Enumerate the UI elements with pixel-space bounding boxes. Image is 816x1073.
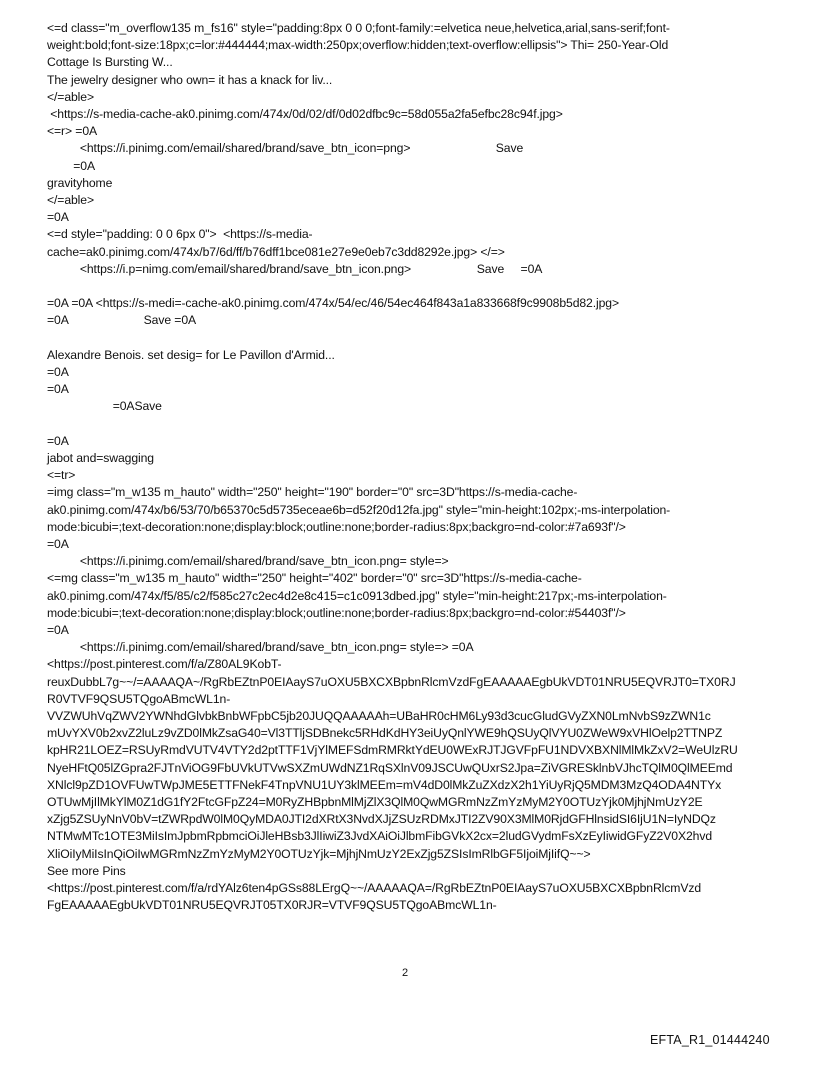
text-line: <=r> =0A [47, 124, 98, 139]
text-line: NyeHFtQ05lZGpra2FJTnViOG9FbUVkUTVwSXZmUWdNZ1RqSXlnV09JSCUwQUxrS2Jpa=ZiVGRESklnbVJhcTQlM0QlMEEmd [47, 760, 733, 775]
text-line: <=d class="m_overflow135 m_fs16" style="padding:8px 0 0 0;font-family:=elvetica neue,helvetica,arial,sans-serif;font- [47, 21, 670, 35]
text-line: xZjg5ZSUyNnV0bV=tZWRpdW0lM0QyMDA0JTI2dXRtX3NvdXJjZSUzRDMxJTI2ZV90X3MlM0RjdGFHlnsidSI6IjU1N=IyNDQz [47, 812, 716, 827]
text-line: <https://post.pinterest.com/f/a/rdYAlz6ten4pGSs88LErgQ~~/AAAAAQA=/RgRbEZtnP0EIAayS7uOXU5BXCXBpbnRlcmVzd [47, 881, 702, 895]
text-line: gravityhome [47, 175, 113, 190]
text-line: cache=ak0.pinimg.com/474x/b7/6d/ff/b76dff1bce081e27e9e0eb7c3dd8292e.jpg> </=> [47, 244, 505, 259]
text-line: FgEAAAAAEgbUkVDT01NRU5EQVRJT05TX0RJR=VTVF9QSU5TQgoABmcWL1n- [47, 898, 497, 913]
text-line: ak0.pinimg.com/474x/b6/53/70/b65370c5d5735eceae6b=d52f20d12fa.jpg" style="min-height:102px;-ms-interpolation- [47, 502, 671, 517]
text-line: reuxDubbL7g~~/=AAAAQA~/RgRbEZtnP0EIAayS7uOXU5BXCXBpbnRlcmVzdFgEAAAAAEgbUkVDT01NRU5EQVRJT0=TX0RJ [47, 674, 736, 689]
text-line: VVZWUhVqZWV2YWNhdGlvbkBnbWFpbC5jb20JUQQAAAAAh=UBaHR0cHM6Ly93d3cucGludGVyZXN0LmNvbS9zZWN1c [47, 709, 711, 723]
text-line: mode:bicubi=;text-decoration:none;display:block;outline:none;border-radius:8px;backgro=nd-color:#7a693f"/> [47, 519, 626, 534]
text-line: </=able> [47, 89, 94, 104]
text-line: kpHR21LOEZ=RSUyRmdVUTV4VTY2d2ptTTF1VjYlMEFSdmRMRktYdEU0WExRJTJGVFpFU1NDVXBXNlMlMkZxV2=WeUlzRU [47, 743, 738, 758]
text-line: <https://i.pinimg.com/email/shared/brand/save_btn_icon=png> Save [47, 141, 524, 156]
text-line: XliOiIyMiIsInQiOiIwMGRmNzZmYzMyM2Y0OTUzYjk=MjhjNmUzY2ExZjg5ZSIsImRlbGF5IjoiMjIifQ~~> [47, 846, 591, 861]
text-line: ak0.pinimg.com/474x/f5/85/c2/f585c27c2ec4d2e8c415=c1c0913dbed.jpg" style="min-height:217px;-ms-interpolation- [47, 588, 667, 603]
text-line: mUvYXV0b2xvZ2luLz9vZD0lMkZsaG40=Vl3TTljSDBnekc5RHdKdHY3eiUyQnlYWE9hQSUyQlVYU0ZWeW9xVHlOelp2TTNPZ [47, 726, 723, 741]
text-line: <https://i.pinimg.com/email/shared/brand/save_btn_icon.png= style=> =0A [47, 640, 474, 655]
text-line: mode:bicubi=;text-decoration:none;display:block;outline:none;border-radius:8px;backgro=nd-color:#54403f"/> [47, 605, 626, 620]
text-line: <https://s-media-cache-ak0.pinimg.com/474x/0d/02/df/0d02dfbc9c=58d055a2fa5efbc28c94f.jpg> [47, 107, 563, 121]
text-line: weight:bold;font-size:18px;c=lor:#444444;max-width:250px;overflow:hidden;text-overflow:ellipsis"> Thi= 250-Year-Old [47, 38, 669, 53]
text-line: OTUwMjIlMkYlM0Z1dG1fY2FtcGFpZ24=M0RyZHBpbnMlMjZlX3QlM0QwMGRmNzZmYzMyM2Y0OTUzYjk0MjhjNmUzY2E [47, 795, 703, 809]
text-line: <=mg class="m_w135 m_hauto" width="250" height="402" border="0" src=3D"https://s-media-cache- [47, 571, 582, 586]
text-line: =0A [47, 433, 69, 448]
text-line: =0A [47, 623, 69, 637]
text-line: Alexandre Benois. set desig= for Le Pavillon d'Armid... [47, 347, 335, 362]
text-line: The jewelry designer who own= it has a knack for liv... [47, 72, 333, 87]
text-line: R0VTVF9QSU5TQgoABmcWL1n- [47, 691, 231, 706]
text-line: NTMwMTc1OTE3MiIsImJpbmRpbmciOiJleHBsb3JlIiwiZ3JvdXAiOiJlbmFibGVkX2cx=2ludGVydmFsXzEyIiwidGFyZ2V0X2hvd [47, 829, 713, 844]
document-id: EFTA_R1_01444240 [650, 1033, 770, 1047]
text-line: =0A [47, 365, 69, 379]
text-line: <https://i.pinimg.com/email/shared/brand/save_btn_icon.png= style=> [47, 554, 449, 569]
text-line: =0A =0A <https://s-medi=-cache-ak0.pinimg.com/474x/54/ec/46/54ec464f843a1a833668f9c9908b5d82.jpg> [47, 296, 620, 311]
text-line: <https://i.p=nimg.com/email/shared/brand/save_btn_icon.png> Save =0A [47, 261, 543, 276]
text-line: =0A [47, 537, 69, 551]
text-line: =0ASave [47, 399, 162, 414]
text-line: XNlcl9pZD1OVFUwTWpJME5ETTFNekF4TnpVNU1UY3klMEEm=mV4dD0lMkZuZXdzX2h1YiUyRjQ5MDM3MzQ4ODA4NTYx [47, 777, 722, 792]
text-line: <=d style="padding: 0 0 6px 0"> <https://s-media- [47, 227, 313, 242]
text-line: See more Pins [47, 863, 126, 878]
text-line: =0A [47, 158, 96, 173]
text-line: =0A Save =0A [47, 313, 197, 328]
text-line: =0A [47, 210, 69, 225]
text-line: <https://post.pinterest.com/f/a/Z80AL9KobT- [47, 657, 282, 672]
text-line: <=tr> [47, 468, 76, 483]
text-line: =img class="m_w135 m_hauto" width="250" height="190" border="0" src=3D"https://s-media-cache- [47, 485, 578, 500]
text-line: Cottage Is Bursting W... [47, 55, 173, 70]
page-number: 2 [402, 967, 409, 979]
text-line: jabot and=swagging [47, 451, 154, 465]
text-line: =0A [47, 382, 69, 397]
text-line: </=able> [47, 193, 94, 207]
